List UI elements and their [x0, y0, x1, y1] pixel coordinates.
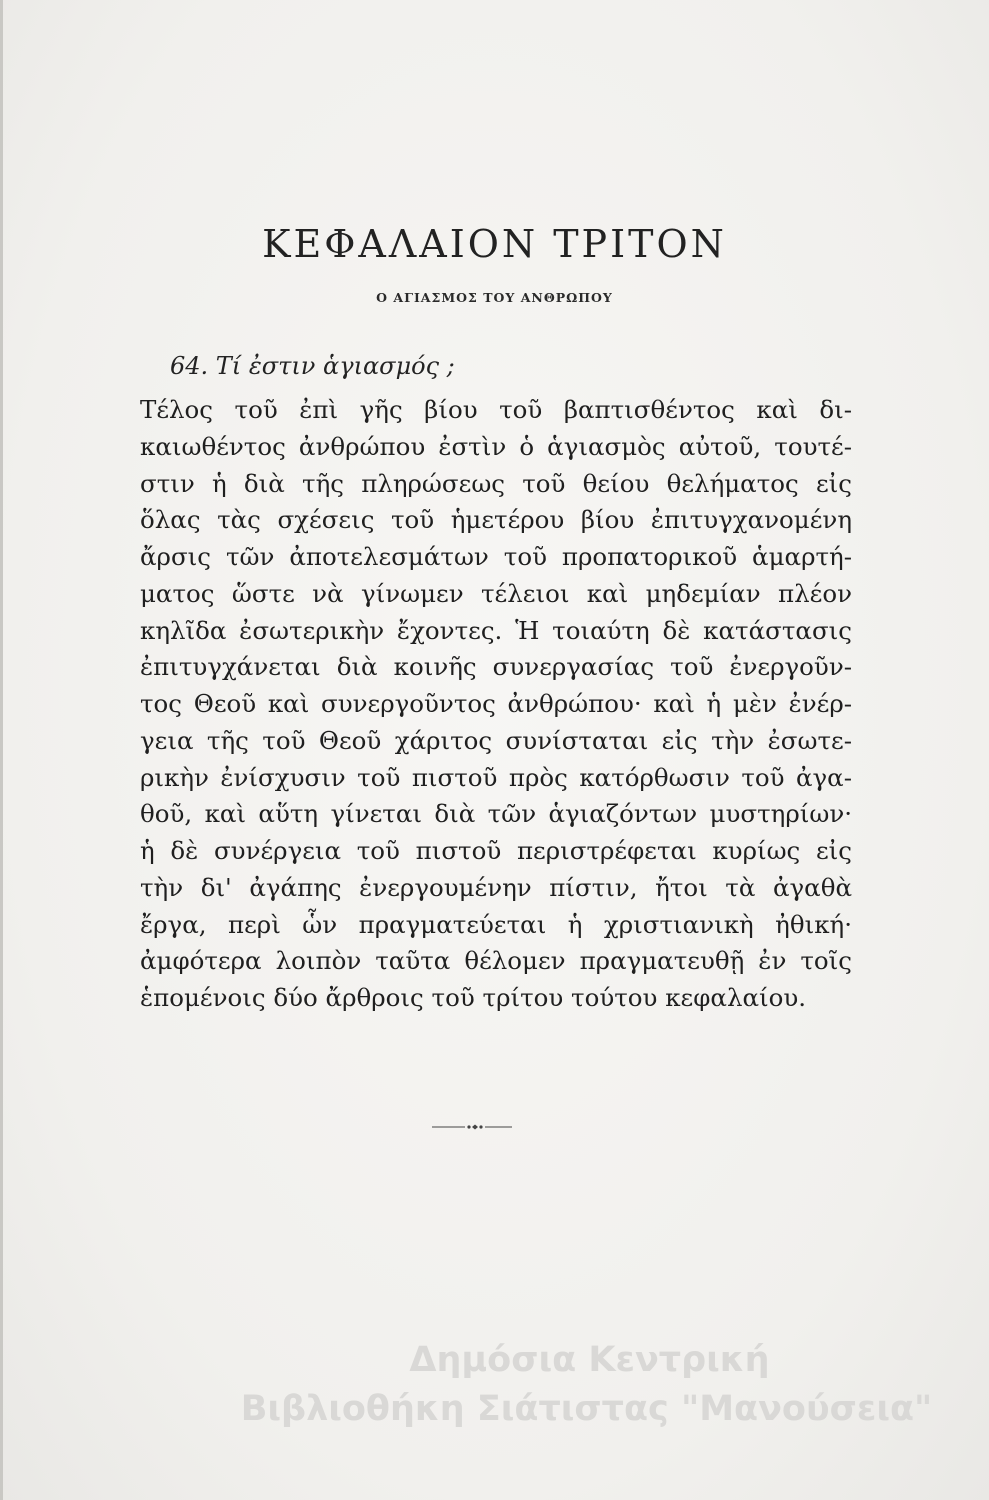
library-watermark-line2: Βιβλιοθήκη Σιάτιστας "Μανούσεια" — [240, 1389, 933, 1429]
text-line: κηλῖδα ἐσωτερικὴν ἔχοντες. Ἡ τοιαύτη δὲ κατάστασις — [140, 615, 852, 645]
text-line: ματος ὥστε νὰ γίνωμεν τέλειοι καὶ μηδεμίαν πλέον — [140, 578, 852, 608]
chapter-subtitle: Ο ΑΓΙΑΣΜΟΣ ΤΟΥ ΑΝΘΡΩΠΟΥ — [376, 290, 613, 305]
text-line: καιωθέντος ἀνθρώπου ἐστὶν ὁ ἁγιασμὸς αὐτοῦ, τουτέ- — [140, 431, 852, 461]
text-line: τὴν δι' ἀγάπης ἐνεργουμένην πίστιν, ἤτοι τὰ ἀγαθὰ — [140, 872, 852, 902]
text-line: στιν ἡ διὰ τῆς πληρώσεως τοῦ θείου θελήματος εἰς — [140, 468, 852, 498]
text-line: ἔργα, περὶ ὧν πραγματεύεται ἡ χριστιανικὴ ἠθική· — [140, 909, 852, 939]
text-line: ἀμφότερα λοιπὸν ταῦτα θέλομεν πραγματευθῇ ἐν τοῖς — [140, 946, 852, 976]
chapter-title: ΚΕΦΑΛΑΙΟΝ ΤΡΙΤΟΝ — [262, 222, 727, 266]
library-watermark-line1: Δημόσια Κεντρική — [409, 1340, 770, 1380]
ornament-divider — [432, 1122, 512, 1132]
text-line: ἑπομένοις δύο ἄρθροις τοῦ τρίτου τούτου κεφαλαίου. — [140, 983, 807, 1012]
section-question: 64. Τί ἐστιν ἁγιασμός ; — [170, 352, 455, 380]
text-line: ρικὴν ἐνίσχυσιν τοῦ πιστοῦ πρὸς κατόρθωσιν τοῦ ἀγα- — [140, 762, 852, 792]
text-line: ὅλας τὰς σχέσεις τοῦ ἡμετέρου βίου ἐπιτυγχανομένη — [140, 505, 852, 535]
text-line: Τέλος τοῦ ἐπὶ γῆς βίου τοῦ βαπτισθέντος καὶ δι- — [140, 395, 852, 424]
body-text — [140, 392, 852, 1017]
text-line: ἐπιτυγχάνεται διὰ κοινῆς συνεργασίας τοῦ ἐνεργοῦν- — [140, 652, 852, 682]
text-line: ἡ δὲ συνέργεια τοῦ πιστοῦ περιστρέφεται κυρίως εἰς — [140, 836, 852, 865]
text-line: γεια τῆς τοῦ Θεοῦ χάριτος συνίσταται εἰς τὴν ἐσωτε- — [140, 725, 852, 755]
text-line: τος Θεοῦ καὶ συνεργοῦντος ἀνθρώπου· καὶ ἡ μὲν ἐνέρ- — [140, 689, 852, 718]
text-line: θοῦ, καὶ αὕτη γίνεται διὰ τῶν ἁγιαζόντων μυστηρίων· — [140, 799, 852, 829]
text-line: ἄρσις τῶν ἀποτελεσμάτων τοῦ προπατορικοῦ ἁμαρτή- — [140, 542, 852, 571]
